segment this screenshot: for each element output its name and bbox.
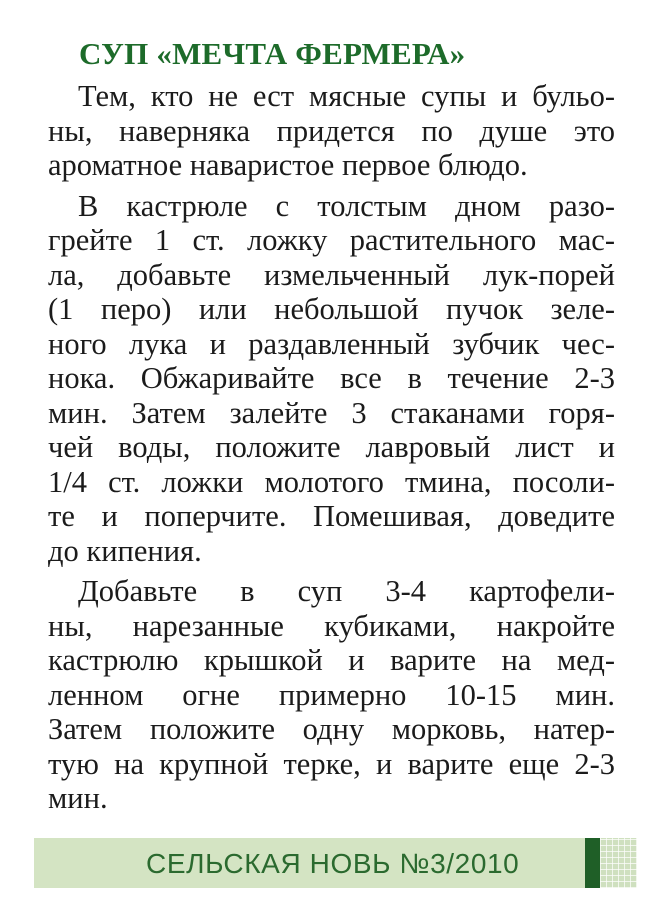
text-line: Затем положите одну морковь, натер- <box>48 712 615 746</box>
text-line: ла, добавьте измельченный лук-порей <box>48 257 615 292</box>
paragraph-finish <box>48 574 615 816</box>
magazine-issue-label: СЕЛЬСКАЯ НОВЬ №3/2010 <box>146 848 520 879</box>
footer-accent-bar <box>585 838 600 888</box>
text-line: 1/4 ст. ложки молотого тмина, посоли- <box>48 464 615 499</box>
article-body <box>48 79 615 816</box>
text-line: до кипения. <box>48 533 202 568</box>
text-line: грейте 1 ст. ложку растительного мас- <box>48 223 615 257</box>
paragraph-method <box>48 189 615 569</box>
text-line: мин. <box>48 781 108 815</box>
article-title: СУП «МЕЧТА ФЕРМЕРА» <box>79 36 466 71</box>
text-line: чей воды, положите лавровый лист и <box>48 430 615 464</box>
text-line: тую на крупной терке, и варите еще 2-3 <box>48 746 615 781</box>
text-line: ны, наверняка придется по душе это <box>48 113 615 148</box>
text-line: В кастрюле с толстым дном разо- <box>78 188 615 223</box>
text-line: (1 перо) или небольшой пучок зеле- <box>48 292 615 326</box>
text-line: мин. Затем залейте 3 стаканами горя- <box>48 395 615 430</box>
text-line: Добавьте в суп 3-4 картофели- <box>78 574 615 608</box>
text-line: нока. Обжаривайте все в течение 2-3 <box>48 361 615 395</box>
text-line: ны, нарезанные кубиками, накройте <box>48 608 615 643</box>
text-line: те и поперчите. Помешивая, доведите <box>48 499 615 533</box>
footer-grid-pattern <box>600 838 637 888</box>
text-line: ленном огне примерно 10-15 мин. <box>48 677 615 712</box>
text-line: Тем, кто не ест мясные супы и бульо- <box>78 79 615 113</box>
text-line: ного лука и раздавленный зубчик чес- <box>48 326 615 361</box>
paragraph-intro <box>48 79 615 183</box>
text-line: ароматное наваристое первое блюдо. <box>48 148 528 182</box>
text-line: кастрюлю крышкой и варите на мед- <box>48 643 615 677</box>
